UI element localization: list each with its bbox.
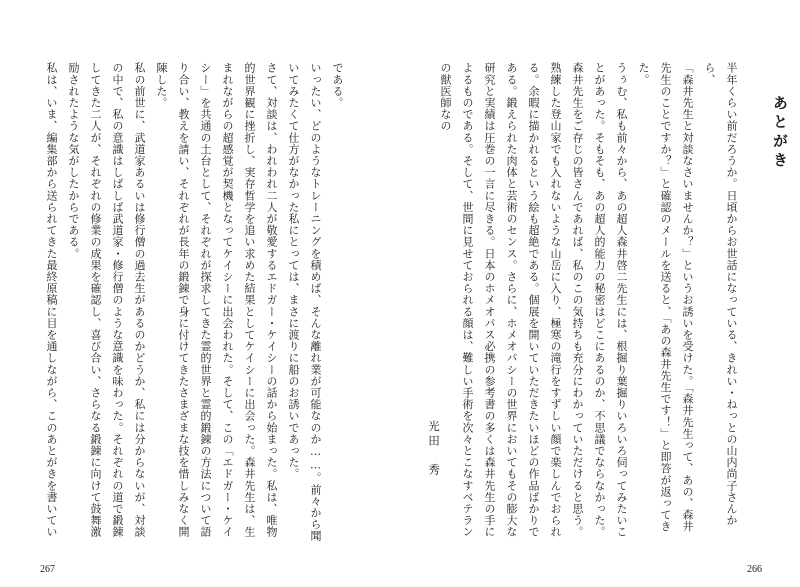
left-page-body-text: である。 いったい、どのようなトレーニングを積めば、そんな離れ業が可能なのか……。前々から聞いてみたくて仕方がなかった私にとっては、まさに渡りに船のお誘いであった。 さて、対談は、われわれ二人が敬愛するエドガー・ケイシーの話から始まった。私は、唯物的世界観に挫折し、実存哲学を追い求めた結果としてケイシーに出会った。森井先生は、生まれながらの超感覚が契機となってケイシーに出会われた。そして、この「エドガー・ケイシー」を共通の土台として、それぞれが探求してきた霊的世界と霊的鍛錬の方法について語り合い、教えを請い、それぞれが長年の鍛錬で身に付けてきたさまざまな技を惜しみなく開陳した。 私の前世に、武道家あるいは修行僧の過去生があるのかどうか、私には分からないが、対談の中で、私の意識はしばしば武道家・修行僧のような意識を味わった。それぞれの道で鍛錬してきた二人が、それぞれの修業の成果を確認し、喜び合い、さらなる鍛錬に向けて鼓舞激励されたような気がしたからである。 私は、いま、編集部から送られてきた最終原稿に目を通しながら、このあとがきを書いてい	[45, 62, 344, 542]
right-page	[400, 0, 800, 587]
afterword-title: あとがき	[771, 95, 789, 171]
right-page-body-text: 半年くらい前だろうか。日頃からお世話になっている、きれい・ねっとの山内尚子さんから、 「森井先生と対談なさいませんか？」というお誘いを受けた。「森井先生って、あの、森井先生のことですか？」と確認のメールを送ると、「あの森井先生です！」と即答が返ってきた。 うぅむ、私も前々から、あの超人森井啓二先生には、根掘り葉掘りいろいろ伺ってみたいことがあった。そもそも、あの超人的能力の秘密はどこにあるのか、不思議でならなかった。森井先生をご存じの皆さんであれば、私のこの気持ちも充分にわかっていただけると思う。熟練した登山家でも入れないような山岳に入り、極寒の滝行をすずしい顔で楽しんでおられる。余暇に描かれるという絵も超絶である。個展を開いていただきたいほどの作品ばかりである。鍛えられた肉体と芸術のセンス。さらに、ホメオパシーの世界においてもその膨大な研究と実績は圧巻の一言に尽きる。日本のホメオパス必携の参考書の多くは森井先生の手によるものである。そして、世間に見せておられる顔は、難しい手術を次々とこなすベテランの獣医師なの	[439, 62, 738, 538]
author-name: 光田 秀	[427, 420, 441, 478]
left-page-number: 267	[40, 564, 55, 575]
right-page-number: 266	[747, 564, 762, 575]
